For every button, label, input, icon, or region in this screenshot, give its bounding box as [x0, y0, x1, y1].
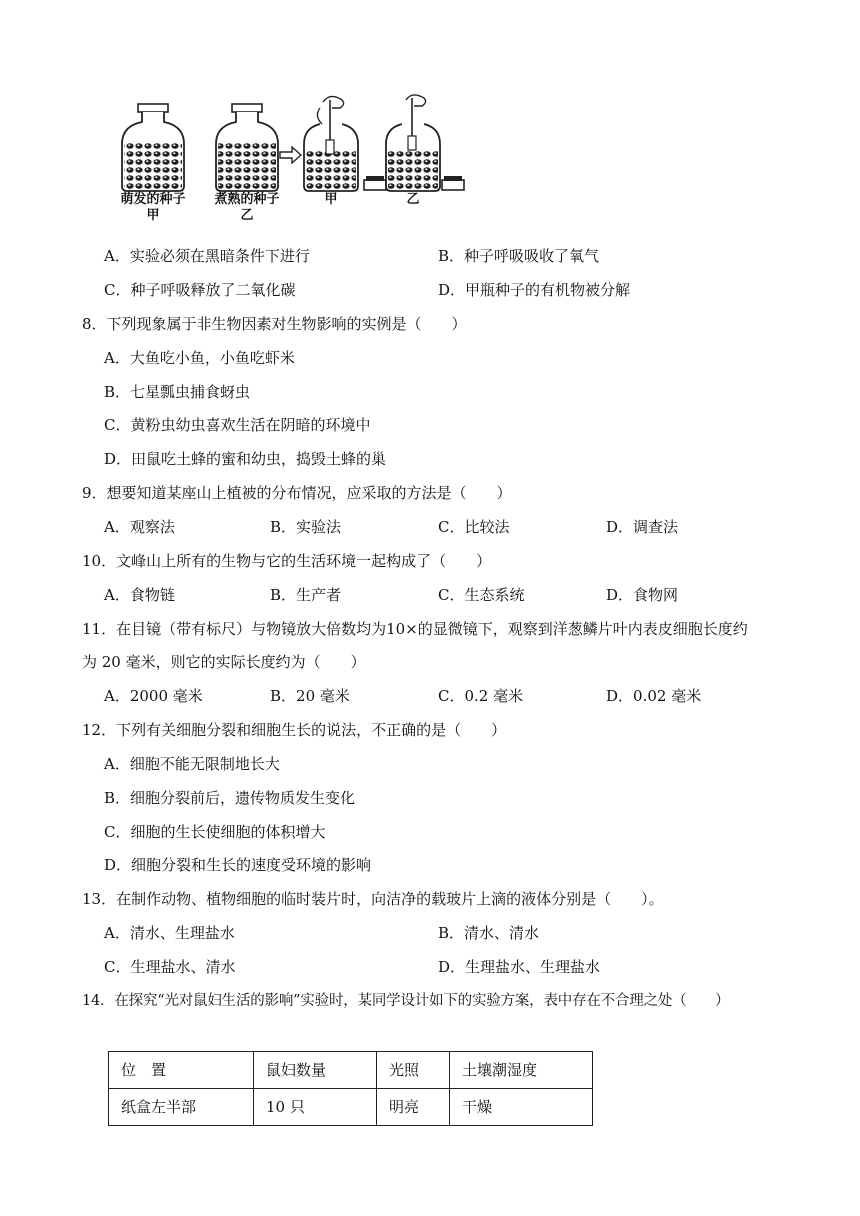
q7-option-d	[438, 280, 630, 300]
table-header-cell: 位 置	[109, 1052, 254, 1089]
table-cell: 纸盒左半部	[109, 1089, 254, 1126]
q11-stem-line1: 11．在目镜（带有标尺）与物镜放大倍数均为10×的显微镜下，观察到洋葱鳞片叶内表皮细胞长度约	[82, 620, 748, 638]
table-cell: 干燥	[450, 1089, 593, 1126]
table-header-cell: 土壤潮湿度	[450, 1052, 593, 1089]
table-header-row	[109, 1052, 593, 1089]
q12-option-a: A．细胞不能无限制地长大	[104, 755, 280, 773]
q14-stem: 14．在探究“光对鼠妇生活的影响”实验时，某同学设计如下的实验方案，表中存在不合理之处（ ）	[82, 993, 730, 1009]
q13-stem: 13．在制作动物、植物细胞的临时装片时，向洁净的载玻片上滴的液体分别是（ ）。	[82, 890, 664, 908]
q9-option-a: A．观察法	[104, 518, 175, 536]
q10-option-a: A．食物链	[104, 586, 175, 604]
q9-option-c: C．比较法	[438, 518, 510, 536]
q8-option-b: B．七星瓢虫捕食蚜虫	[104, 383, 251, 401]
q11-option-b: B．20 毫米	[270, 687, 350, 705]
q10-option-d: D．食物网	[606, 586, 679, 604]
q11-option-d: D．0.02 毫米	[606, 687, 702, 705]
q9-option-d: D．调查法	[606, 518, 679, 536]
option-text: 甲瓶种子的有机物被分解	[465, 281, 631, 299]
q13-option-d: D．生理盐水、生理盐水	[438, 958, 601, 976]
q11-option-a: A．2000 毫米	[104, 687, 203, 705]
q11-stem-line2: 为 20 毫米，则它的实际长度约为（ ）	[82, 653, 366, 671]
table-header-cell: 鼠妇数量	[254, 1052, 377, 1089]
table-cell: 明亮	[377, 1089, 450, 1126]
q12-option-d: D．细胞分裂和生长的速度受环境的影响	[104, 856, 372, 874]
q8-option-a: A．大鱼吃小鱼，小鱼吃虾米	[104, 349, 295, 367]
jar-germinating-seeds	[122, 104, 184, 191]
caption-jar-2-line1: 煮熟的种子	[214, 192, 280, 207]
table-row	[109, 1089, 593, 1126]
table-cell: 10 只	[254, 1089, 377, 1126]
q10-option-c: C．生态系统	[438, 586, 525, 604]
caption-jar-3	[296, 192, 366, 208]
option-letter: B．	[438, 247, 465, 265]
q13-option-c: C．生理盐水、清水	[104, 958, 236, 976]
option-letter: A．	[104, 247, 130, 265]
q13-option-a: A．清水、生理盐水	[104, 924, 235, 942]
q12-stem: 12．下列有关细胞分裂和细胞生长的说法，不正确的是（ ）	[82, 721, 507, 739]
q7-option-a	[104, 246, 310, 266]
caption-jar-4	[378, 192, 448, 208]
option-text: 实验必须在黑暗条件下进行	[129, 247, 310, 265]
table-header-cell: 光照	[377, 1052, 450, 1089]
q11-option-c: C．0.2 毫米	[438, 687, 524, 705]
q9-option-b: B．实验法	[270, 518, 342, 536]
caption-jar-3-line2: 甲	[324, 192, 338, 207]
jar-boiled-seeds-candle	[386, 95, 464, 191]
caption-jar-2	[182, 192, 312, 224]
option-letter: D．	[438, 281, 466, 299]
q7-option-b	[438, 246, 599, 266]
q7-option-c	[104, 280, 296, 300]
q8-option-c: C．黄粉虫幼虫喜欢生活在阴暗的环境中	[104, 416, 371, 434]
option-letter: C．	[104, 281, 131, 299]
jar-germinating-seeds-candle	[304, 96, 386, 191]
q12-option-b: B．细胞分裂前后，遗传物质发生变化	[104, 789, 356, 807]
option-text: 种子呼吸吸收了氧气	[464, 247, 600, 265]
caption-jar-4-line2: 乙	[406, 192, 420, 207]
q13-option-b: B．清水、清水	[438, 924, 540, 942]
option-text: 种子呼吸释放了二氧化碳	[130, 281, 296, 299]
caption-jar-1-line1: 萌发的种子	[120, 192, 186, 207]
q10-option-b: B．生产者	[270, 586, 342, 604]
q8-option-d: D．田鼠吃土蜂的蜜和幼虫，捣毁土蜂的巢	[104, 450, 387, 468]
caption-jar-2-line2: 乙	[240, 208, 254, 223]
q12-option-c: C．细胞的生长使细胞的体积增大	[104, 823, 326, 841]
jar-boiled-seeds	[216, 104, 278, 191]
caption-jar-1-line2: 甲	[146, 208, 160, 223]
q10-stem: 10．文峰山上所有的生物与它的生活环境一起构成了（ ）	[82, 552, 492, 570]
q9-stem: 9．想要知道某座山上植被的分布情况，应采取的方法是（ ）	[82, 484, 512, 502]
seed-experiment-figure	[108, 94, 468, 234]
arrow-icon	[280, 147, 301, 163]
q8-stem: 8．下列现象属于非生物因素对生物影响的实例是（ ）	[82, 315, 467, 333]
experiment-table	[108, 1051, 593, 1126]
